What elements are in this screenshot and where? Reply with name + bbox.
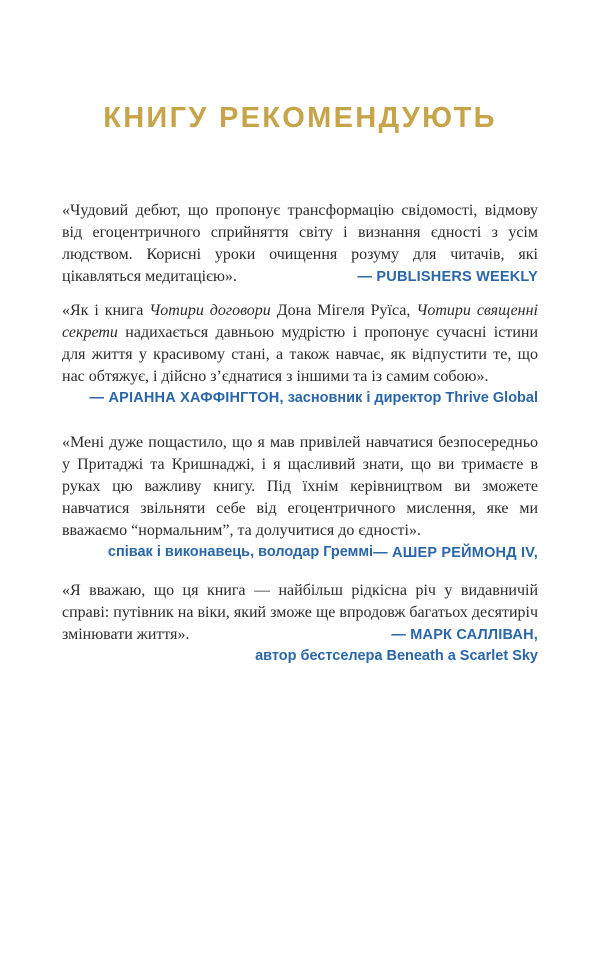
page-title: КНИГУ РЕКОМЕНДУЮТЬ [103, 102, 497, 134]
quote-block [62, 300, 538, 409]
quote-author-note: засновник і директор Thrive Global [287, 390, 538, 406]
quote-text [62, 300, 538, 388]
quote-author-note: співак і виконавець, володар Греммі [107, 544, 374, 560]
quote-block [62, 200, 538, 288]
quote-author: — АШЕР РЕЙМОНД IV, [373, 545, 538, 561]
quote-author: — МАРК САЛЛІВАН, [391, 627, 538, 643]
book-title: Чотири договори [149, 302, 271, 319]
book-title: Чотири священні секрети [62, 302, 538, 341]
quote-body-part: Дона Мігеля Руїса, [270, 302, 417, 319]
quote-author: — PUBLISHERS WEEKLY [357, 269, 538, 285]
quote-attribution [62, 388, 538, 409]
quote-body-part: надихається давньою мудрістю і пропонує сучасні істини для життя у красивому стані, а також навчає, як відпустити те, що нас обтяжує, і дійсно з’єднатися з іншими та із самим собою». [62, 324, 538, 385]
quote-body: «Мені дуже пощастило, що я мав привілей навчатися безпосередньо у Притаджі та Кришнаджі, і я щасливий знати, що ви тримаєте в руках цю важливу книгу. Під їхнім керівництвом ви зможете навчатися звільняти себе від егоцентричного мислення, яке ми вважаємо “нормальним”, та долучитися до єдності». [62, 434, 538, 539]
quote-body: «Я вважаю, що ця книга — найбільш рідкісна річ у видавничій справі: путівник на віки, який зможе ще впродовж багатьох десятиріч змінювати життя». [62, 582, 538, 643]
quote-block [62, 580, 538, 667]
quote-text [62, 200, 538, 288]
quote-text [62, 580, 538, 646]
quote-author: — АРІАННА ХАФФІНГТОН, [89, 390, 284, 406]
quote-body: «Чудовий дебют, що пропонує трансформацію свідомості, відмову від егоцентричного сприйняття світу і визнання єдності з усім людством. Корисні уроки очищення розуму для читачів, які цікавляться медитацією». [62, 202, 538, 285]
quote-author-note: автор бестселера Beneath a Scarlet Sky [255, 648, 538, 664]
quote-block [62, 432, 538, 564]
quote-body-part: «Як і книга [62, 302, 150, 319]
